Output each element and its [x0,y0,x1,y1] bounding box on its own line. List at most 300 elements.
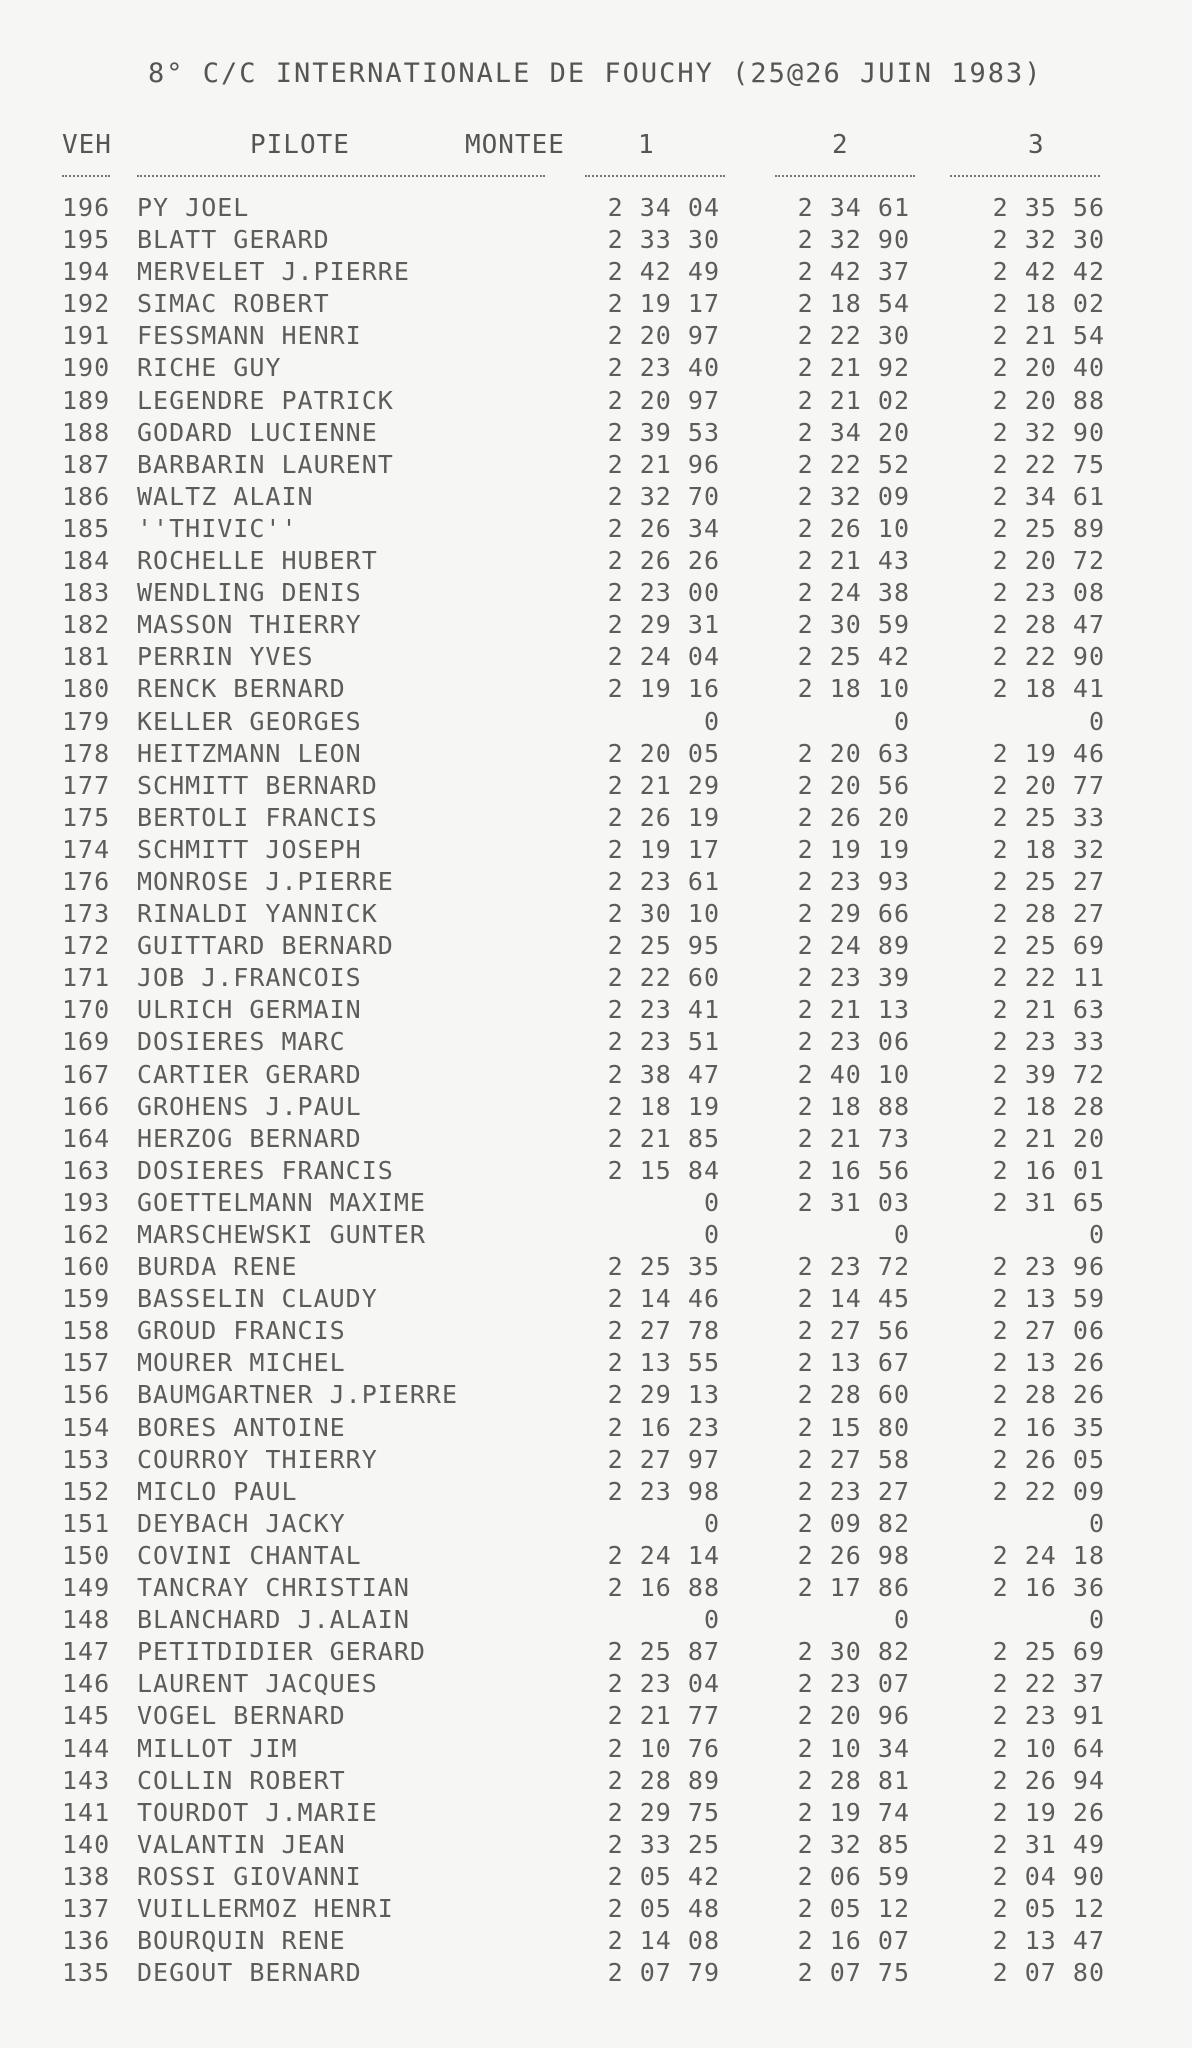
veh-cell: 137 [62,1893,111,1923]
montee-2-cell: 2 32 85 [797,1829,910,1859]
table-row [0,225,1192,257]
pilote-cell: JOB J.FRANCOIS [137,963,362,993]
montee-3-cell: 2 21 20 [992,1123,1105,1153]
montee-2-cell: 2 21 02 [797,385,910,415]
veh-cell: 153 [62,1444,111,1474]
veh-cell: 194 [62,257,111,287]
montee-2-cell: 2 30 82 [797,1637,910,1667]
montee-3-cell: 2 05 12 [992,1893,1105,1923]
pilote-cell: BARBARIN LAURENT [137,449,394,479]
pilote-cell: HERZOG BERNARD [137,1123,362,1153]
pilote-cell: BLANCHARD J.ALAIN [137,1605,410,1635]
montee-1-cell: 2 23 00 [607,578,720,608]
montee-2-cell: 2 34 61 [797,193,910,222]
montee-1-cell: 2 19 17 [607,834,720,864]
header-montee: MONTEE [465,130,565,160]
montee-3-cell: 2 25 89 [992,513,1105,543]
table-row [0,1252,1192,1284]
veh-cell: 143 [62,1765,111,1795]
table-row [0,1830,1192,1862]
pilote-cell: DEYBACH JACKY [137,1508,346,1538]
montee-2-cell: 2 34 20 [797,417,910,447]
table-row [0,1701,1192,1733]
pilote-cell: VUILLERMOZ HENRI [137,1893,394,1923]
pilote-cell: LAURENT JACQUES [137,1669,378,1699]
veh-cell: 136 [62,1926,111,1956]
montee-1-cell: 2 32 70 [607,481,720,511]
results-table [0,193,1192,1990]
montee-1-cell: 2 14 08 [607,1926,720,1956]
montee-2-cell: 2 29 66 [797,899,910,929]
table-row [0,514,1192,546]
montee-2-cell: 2 17 86 [797,1573,910,1603]
veh-cell: 158 [62,1316,111,1346]
veh-cell: 193 [62,1187,111,1217]
montee-3-cell: 2 18 28 [992,1091,1105,1121]
pilote-cell: CARTIER GERARD [137,1059,362,1089]
montee-2-cell: 2 30 59 [797,610,910,640]
veh-cell: 195 [62,225,111,255]
veh-cell: 152 [62,1476,111,1506]
montee-2-cell: 2 18 88 [797,1091,910,1121]
pilote-cell: COLLIN ROBERT [137,1765,346,1795]
montee-2-cell: 2 23 93 [797,866,910,896]
montee-2-cell: 2 31 03 [797,1187,910,1217]
montee-3-cell: 2 32 90 [992,417,1105,447]
montee-1-cell: 2 23 98 [607,1476,720,1506]
table-row [0,1669,1192,1701]
veh-cell: 149 [62,1573,111,1603]
montee-3-cell: 2 28 27 [992,899,1105,929]
montee-3-cell: 2 26 05 [992,1444,1105,1474]
pilote-cell: ROCHELLE HUBERT [137,546,378,576]
table-row [0,1798,1192,1830]
table-row [0,771,1192,803]
pilote-cell: DEGOUT BERNARD [137,1958,362,1988]
header-montee-1: 1 [638,130,655,160]
pilote-cell: GODARD LUCIENNE [137,417,378,447]
montee-3-cell: 2 23 08 [992,578,1105,608]
montee-3-cell: 2 42 42 [992,257,1105,287]
montee-3-cell: 2 16 01 [992,1155,1105,1185]
montee-2-cell: 2 18 54 [797,289,910,319]
table-row [0,1316,1192,1348]
table-row [0,610,1192,642]
montee-1-cell: 0 [703,706,720,736]
montee-1-cell: 2 20 97 [607,385,720,415]
pilote-cell: RENCK BERNARD [137,674,346,704]
montee-2-cell: 2 24 89 [797,931,910,961]
veh-cell: 151 [62,1508,111,1538]
table-row [0,193,1192,225]
table-row [0,450,1192,482]
montee-1-cell: 2 23 04 [607,1669,720,1699]
table-row [0,1413,1192,1445]
montee-3-cell: 2 27 06 [992,1316,1105,1346]
montee-2-cell: 2 26 98 [797,1540,910,1570]
veh-cell: 183 [62,578,111,608]
pilote-cell: GROUD FRANCIS [137,1316,346,1346]
montee-2-cell: 2 13 67 [797,1348,910,1378]
table-row [0,386,1192,418]
table-row [0,321,1192,353]
rule-veh [62,175,110,177]
table-row [0,289,1192,321]
montee-1-cell: 2 19 16 [607,674,720,704]
montee-3-cell: 2 13 26 [992,1348,1105,1378]
pilote-cell: DOSIERES FRANCIS [137,1155,394,1185]
veh-cell: 170 [62,995,111,1025]
montee-1-cell: 2 27 97 [607,1444,720,1474]
veh-cell: 189 [62,385,111,415]
veh-cell: 157 [62,1348,111,1378]
montee-2-cell: 2 07 75 [797,1958,910,1988]
rule-montee-2 [775,175,915,177]
pilote-cell: VOGEL BERNARD [137,1701,346,1731]
montee-1-cell: 2 22 60 [607,963,720,993]
montee-1-cell: 2 30 10 [607,899,720,929]
montee-3-cell: 0 [1088,1508,1105,1538]
montee-2-cell: 2 09 82 [797,1508,910,1538]
veh-cell: 187 [62,449,111,479]
pilote-cell: SCHMITT BERNARD [137,770,378,800]
montee-2-cell: 2 18 10 [797,674,910,704]
table-row [0,257,1192,289]
montee-1-cell: 2 16 88 [607,1573,720,1603]
pilote-cell: TOURDOT J.MARIE [137,1797,378,1827]
veh-cell: 178 [62,738,111,768]
montee-3-cell: 2 31 49 [992,1829,1105,1859]
montee-1-cell: 2 21 85 [607,1123,720,1153]
pilote-cell: DOSIERES MARC [137,1027,346,1057]
montee-2-cell: 2 22 52 [797,449,910,479]
header-montee-2: 2 [832,130,849,160]
table-row [0,1573,1192,1605]
pilote-cell: LEGENDRE PATRICK [137,385,394,415]
table-row [0,739,1192,771]
montee-2-cell: 0 [893,1220,910,1249]
montee-3-cell: 2 21 54 [992,321,1105,351]
table-row [0,1958,1192,1990]
veh-cell: 196 [62,193,111,222]
montee-2-cell: 2 25 42 [797,642,910,672]
pilote-cell: BURDA RENE [137,1252,298,1282]
table-row [0,707,1192,739]
veh-cell: 135 [62,1958,111,1988]
table-row [0,1766,1192,1798]
table-row [0,963,1192,995]
montee-1-cell: 2 20 05 [607,738,720,768]
veh-cell: 179 [62,706,111,736]
table-row [0,1477,1192,1509]
montee-3-cell: 2 25 69 [992,1637,1105,1667]
montee-3-cell: 2 20 40 [992,353,1105,383]
pilote-cell: WENDLING DENIS [137,578,362,608]
table-row [0,1541,1192,1573]
veh-cell: 140 [62,1829,111,1859]
pilote-cell: ''THIVIC'' [137,513,298,543]
montee-3-cell: 2 18 41 [992,674,1105,704]
montee-2-cell: 0 [893,1605,910,1635]
pilote-cell: TANCRAY CHRISTIAN [137,1573,410,1603]
montee-3-cell: 2 22 11 [992,963,1105,993]
montee-3-cell: 2 13 59 [992,1284,1105,1314]
montee-3-cell: 2 19 26 [992,1797,1105,1827]
table-row [0,1509,1192,1541]
table-row [0,867,1192,899]
table-row [0,1637,1192,1669]
pilote-cell: MILLOT JIM [137,1733,298,1763]
veh-cell: 171 [62,963,111,993]
table-row [0,1926,1192,1958]
montee-3-cell: 2 19 46 [992,738,1105,768]
pilote-cell: BOURQUIN RENE [137,1926,346,1956]
pilote-cell: PY JOEL [137,193,250,222]
montee-2-cell: 2 21 43 [797,546,910,576]
montee-2-cell: 2 32 09 [797,481,910,511]
montee-3-cell: 2 16 35 [992,1412,1105,1442]
pilote-cell: GOETTELMANN MAXIME [137,1187,426,1217]
montee-2-cell: 2 32 90 [797,225,910,255]
montee-3-cell: 2 20 72 [992,546,1105,576]
montee-2-cell: 2 23 27 [797,1476,910,1506]
pilote-cell: BAUMGARTNER J.PIERRE [137,1380,459,1410]
veh-cell: 146 [62,1669,111,1699]
pilote-cell: GUITTARD BERNARD [137,931,394,961]
rule-montee-3 [950,175,1100,177]
pilote-cell: WALTZ ALAIN [137,481,314,511]
pilote-cell: MARSCHEWSKI GUNTER [137,1220,426,1249]
montee-1-cell: 2 23 41 [607,995,720,1025]
pilote-cell: MOURER MICHEL [137,1348,346,1378]
montee-3-cell: 0 [1088,1605,1105,1635]
montee-2-cell: 2 10 34 [797,1733,910,1763]
table-row [0,578,1192,610]
header-montee-3: 3 [1028,130,1045,160]
montee-2-cell: 2 23 72 [797,1252,910,1282]
veh-cell: 182 [62,610,111,640]
pilote-cell: GROHENS J.PAUL [137,1091,362,1121]
montee-1-cell: 2 23 61 [607,866,720,896]
montee-3-cell: 2 23 91 [992,1701,1105,1731]
table-row [0,1380,1192,1412]
montee-1-cell: 2 26 26 [607,546,720,576]
montee-1-cell: 0 [703,1187,720,1217]
table-row [0,995,1192,1027]
veh-cell: 173 [62,899,111,929]
veh-cell: 148 [62,1605,111,1635]
montee-3-cell: 2 23 96 [992,1252,1105,1282]
montee-3-cell: 2 20 88 [992,385,1105,415]
montee-2-cell: 2 24 38 [797,578,910,608]
veh-cell: 185 [62,513,111,543]
table-row [0,674,1192,706]
veh-cell: 154 [62,1412,111,1442]
montee-3-cell: 2 35 56 [992,193,1105,222]
rule-pilote [137,175,545,177]
montee-1-cell: 2 21 96 [607,449,720,479]
montee-1-cell: 0 [703,1220,720,1249]
montee-2-cell: 0 [893,706,910,736]
veh-cell: 181 [62,642,111,672]
montee-1-cell: 0 [703,1605,720,1635]
montee-1-cell: 2 27 78 [607,1316,720,1346]
montee-3-cell: 2 07 80 [992,1958,1105,1988]
montee-2-cell: 2 21 13 [797,995,910,1025]
montee-2-cell: 2 28 60 [797,1380,910,1410]
montee-1-cell: 2 20 97 [607,321,720,351]
montee-1-cell: 2 16 23 [607,1412,720,1442]
montee-2-cell: 2 23 07 [797,1669,910,1699]
pilote-cell: KELLER GEORGES [137,706,362,736]
pilote-cell: BERTOLI FRANCIS [137,802,378,832]
header-veh: VEH [62,130,112,160]
montee-3-cell: 2 28 47 [992,610,1105,640]
table-row [0,1862,1192,1894]
pilote-cell: COURROY THIERRY [137,1444,378,1474]
montee-2-cell: 2 05 12 [797,1893,910,1923]
montee-3-cell: 2 22 75 [992,449,1105,479]
table-row [0,642,1192,674]
veh-cell: 138 [62,1861,111,1891]
table-row [0,1156,1192,1188]
pilote-cell: PERRIN YVES [137,642,314,672]
veh-cell: 180 [62,674,111,704]
montee-3-cell: 2 32 30 [992,225,1105,255]
veh-cell: 166 [62,1091,111,1121]
table-row [0,1445,1192,1477]
montee-2-cell: 2 23 06 [797,1027,910,1057]
veh-cell: 160 [62,1252,111,1282]
montee-1-cell: 2 29 31 [607,610,720,640]
montee-2-cell: 2 16 56 [797,1155,910,1185]
montee-3-cell: 2 10 64 [992,1733,1105,1763]
veh-cell: 163 [62,1155,111,1185]
pilote-cell: RICHE GUY [137,353,282,383]
veh-cell: 150 [62,1540,111,1570]
pilote-cell: MASSON THIERRY [137,610,362,640]
veh-cell: 162 [62,1220,111,1249]
montee-3-cell: 2 22 09 [992,1476,1105,1506]
veh-cell: 144 [62,1733,111,1763]
montee-1-cell: 2 25 35 [607,1252,720,1282]
montee-1-cell: 2 33 30 [607,225,720,255]
veh-cell: 145 [62,1701,111,1731]
montee-1-cell: 2 15 84 [607,1155,720,1185]
montee-1-cell: 2 05 42 [607,1861,720,1891]
pilote-cell: HEITZMANN LEON [137,738,362,768]
montee-1-cell: 2 26 19 [607,802,720,832]
montee-1-cell: 2 39 53 [607,417,720,447]
veh-cell: 167 [62,1059,111,1089]
table-row [0,418,1192,450]
montee-1-cell: 2 42 49 [607,257,720,287]
montee-3-cell: 2 34 61 [992,481,1105,511]
montee-3-cell: 2 13 47 [992,1926,1105,1956]
montee-3-cell: 2 22 90 [992,642,1105,672]
montee-1-cell: 2 29 75 [607,1797,720,1827]
montee-1-cell: 2 25 87 [607,1637,720,1667]
montee-1-cell: 2 29 13 [607,1380,720,1410]
pilote-cell: MERVELET J.PIERRE [137,257,410,287]
table-row [0,803,1192,835]
montee-1-cell: 2 18 19 [607,1091,720,1121]
montee-2-cell: 2 22 30 [797,321,910,351]
veh-cell: 192 [62,289,111,319]
montee-3-cell: 2 18 32 [992,834,1105,864]
montee-3-cell: 2 25 33 [992,802,1105,832]
veh-cell: 174 [62,834,111,864]
pilote-cell: BLATT GERARD [137,225,330,255]
page-title: 8° C/C INTERNATIONALE DE FOUCHY (25@26 JUIN 1983) [148,58,1043,89]
montee-2-cell: 2 28 81 [797,1765,910,1795]
montee-2-cell: 2 20 56 [797,770,910,800]
table-row [0,1188,1192,1220]
montee-3-cell: 2 23 33 [992,1027,1105,1057]
montee-1-cell: 2 14 46 [607,1284,720,1314]
table-row [0,1220,1192,1252]
montee-1-cell: 2 19 17 [607,289,720,319]
montee-3-cell: 2 16 36 [992,1573,1105,1603]
montee-3-cell: 2 24 18 [992,1540,1105,1570]
table-row [0,1092,1192,1124]
pilote-cell: VALANTIN JEAN [137,1829,346,1859]
pilote-cell: FESSMANN HENRI [137,321,362,351]
pilote-cell: BASSELIN CLAUDY [137,1284,378,1314]
veh-cell: 147 [62,1637,111,1667]
rule-montee-1 [585,175,725,177]
montee-2-cell: 2 27 58 [797,1444,910,1474]
pilote-cell: RINALDI YANNICK [137,899,378,929]
pilote-cell: PETITDIDIER GERARD [137,1637,426,1667]
montee-2-cell: 2 06 59 [797,1861,910,1891]
pilote-cell: SIMAC ROBERT [137,289,330,319]
montee-3-cell: 2 25 27 [992,866,1105,896]
montee-3-cell: 0 [1088,1220,1105,1249]
montee-2-cell: 2 20 63 [797,738,910,768]
table-row [0,835,1192,867]
pilote-cell: ULRICH GERMAIN [137,995,362,1025]
montee-1-cell: 2 34 04 [607,193,720,222]
veh-cell: 164 [62,1123,111,1153]
montee-3-cell: 2 21 63 [992,995,1105,1025]
header-pilote: PILOTE [250,130,350,160]
montee-1-cell: 2 24 14 [607,1540,720,1570]
table-row [0,1124,1192,1156]
montee-1-cell: 2 07 79 [607,1958,720,1988]
veh-cell: 176 [62,866,111,896]
montee-3-cell: 2 28 26 [992,1380,1105,1410]
montee-3-cell: 2 26 94 [992,1765,1105,1795]
montee-3-cell: 2 25 69 [992,931,1105,961]
montee-1-cell: 2 25 95 [607,931,720,961]
pilote-cell: BORES ANTOINE [137,1412,346,1442]
table-row [0,353,1192,385]
montee-2-cell: 2 20 96 [797,1701,910,1731]
montee-1-cell: 0 [703,1508,720,1538]
table-row [0,546,1192,578]
montee-3-cell: 2 22 37 [992,1669,1105,1699]
table-row [0,482,1192,514]
montee-3-cell: 2 20 77 [992,770,1105,800]
veh-cell: 169 [62,1027,111,1057]
montee-1-cell: 2 13 55 [607,1348,720,1378]
montee-1-cell: 2 24 04 [607,642,720,672]
table-row [0,1027,1192,1059]
pilote-cell: MICLO PAUL [137,1476,298,1506]
montee-2-cell: 2 27 56 [797,1316,910,1346]
table-row [0,1734,1192,1766]
